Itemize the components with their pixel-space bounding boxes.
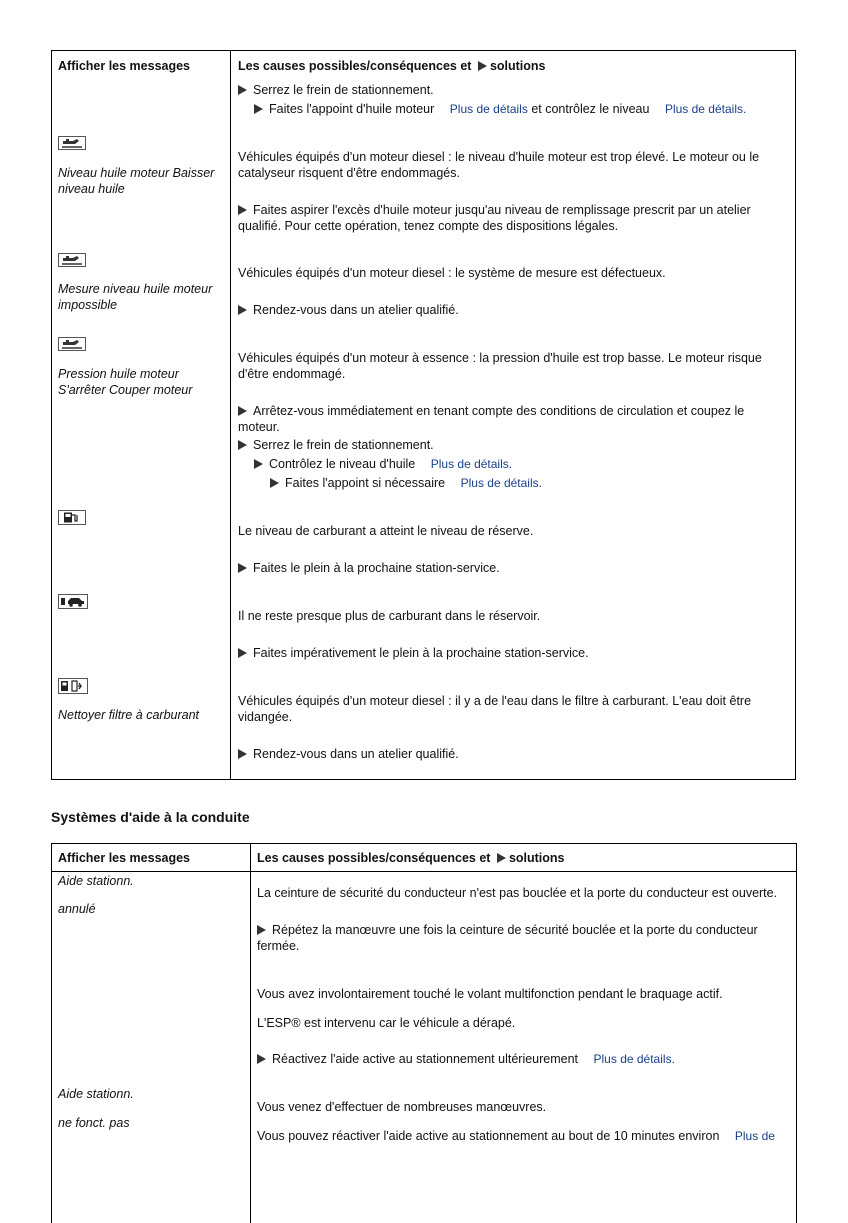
solution-item: Faites le plein à la prochaine station-service. xyxy=(238,560,500,576)
header-display-messages: Afficher les messages xyxy=(58,59,191,73)
table-driving-assistance xyxy=(51,843,797,1223)
message-label: annulé xyxy=(58,902,96,916)
oil-can-icon xyxy=(58,253,86,267)
arrow-icon xyxy=(238,749,247,759)
header-causes-solutions: Les causes possibles/conséquences et solutions xyxy=(257,851,565,865)
arrow-icon xyxy=(254,104,263,114)
cause-text: Véhicules équipés d'un moteur diesel : le système de mesure est défectueux. xyxy=(238,266,666,280)
message-label: Nettoyer filtre à carburant xyxy=(58,708,200,722)
solution-item: Contrôlez le niveau d'huile Plus de détails. xyxy=(254,456,512,472)
solution-item: Rendez-vous dans un atelier qualifié. xyxy=(238,746,459,762)
message-label: Niveau huile moteur Baisser niveau huile xyxy=(58,166,215,196)
table-engine-messages xyxy=(51,50,796,780)
fuel-car-icon xyxy=(58,594,88,609)
message-label: ne fonct. pas xyxy=(58,1116,130,1130)
solution-item: Réactivez l'aide active au stationnement ultérieurement Plus de détails. xyxy=(257,1051,675,1067)
header-display-messages: Afficher les messages xyxy=(58,851,191,865)
fuel-pump-icon xyxy=(58,510,86,525)
details-link[interactable]: Plus de détails xyxy=(460,476,539,490)
arrow-icon xyxy=(497,853,506,863)
solution-item: Faites impérativement le plein à la prochaine station-service. xyxy=(238,645,589,661)
details-link[interactable]: Plus de détails xyxy=(430,457,509,471)
arrow-icon xyxy=(238,406,247,416)
oil-can-icon xyxy=(58,337,86,351)
arrow-icon xyxy=(238,85,247,95)
arrow-icon xyxy=(238,205,247,215)
arrow-icon xyxy=(238,648,247,658)
message-label: Pression huile moteur S'arrêter Couper moteur xyxy=(58,367,193,397)
cause-text: Il ne reste presque plus de carburant dans le réservoir. xyxy=(238,609,541,623)
cause-text: La ceinture de sécurité du conducteur n'est pas bouclée et la porte du conducteur est ouverte. xyxy=(257,886,778,900)
solution-item: Répétez la manœuvre une fois la ceinture de sécurité bouclée et la porte du conducteur fermée. xyxy=(257,923,758,953)
solution-item: Arrêtez-vous immédiatement en tenant compte des conditions de circulation et coupez le moteur. xyxy=(238,404,745,434)
column-divider xyxy=(250,844,251,1223)
oil-can-icon xyxy=(58,136,86,150)
arrow-icon xyxy=(238,563,247,573)
cause-text: Véhicules équipés d'un moteur diesel : il y a de l'eau dans le filtre à carburant. L'eau doit être vidangée. xyxy=(238,694,752,724)
solution-item: Rendez-vous dans un atelier qualifié. xyxy=(238,302,459,318)
cause-text: Véhicules équipés d'un moteur à essence : la pression d'huile est trop basse. Le moteur risque d'être endommagé. xyxy=(238,351,762,381)
message-label: Aide stationn. xyxy=(58,874,134,888)
details-link[interactable]: Plus de détails xyxy=(593,1052,672,1066)
cause-text: Véhicules équipés d'un moteur diesel : le niveau d'huile moteur est trop élevé. Le moteur ou le catalyseur risquent d'être endommagés. xyxy=(238,150,760,180)
list-item: Faites l'appoint d'huile moteur Plus de détails et contrôlez le niveau Plus de détails. xyxy=(254,101,746,117)
details-link[interactable]: Plus de xyxy=(734,1129,775,1143)
message-label: Aide stationn. xyxy=(58,1087,134,1101)
arrow-icon xyxy=(257,1054,266,1064)
list-item: Serrez le frein de stationnement. xyxy=(238,82,434,98)
arrow-icon xyxy=(270,478,279,488)
arrow-icon xyxy=(238,305,247,315)
solution-item: Faites l'appoint si nécessaire Plus de détails. xyxy=(270,475,542,491)
arrow-icon xyxy=(238,440,247,450)
cause-text: Vous pouvez réactiver l'aide active au stationnement au bout de 10 minutes environ Plus de xyxy=(257,1129,775,1143)
message-label: Mesure niveau huile moteur impossible xyxy=(58,282,213,312)
cause-text: Vous avez involontairement touché le volant multifonction pendant le braquage actif. xyxy=(257,987,723,1001)
details-link[interactable]: Plus de détails xyxy=(449,102,528,116)
cause-text: Vous venez d'effectuer de nombreuses manœuvres. xyxy=(257,1100,547,1114)
arrow-icon xyxy=(257,925,266,935)
arrow-icon xyxy=(478,61,487,71)
header-causes-solutions: Les causes possibles/conséquences et solutions xyxy=(238,59,546,73)
arrow-icon xyxy=(254,459,263,469)
cause-text: L'ESP® est intervenu car le véhicule a dérapé. xyxy=(257,1016,516,1030)
fuel-filter-icon xyxy=(58,678,88,694)
cause-text: Le niveau de carburant a atteint le niveau de réserve. xyxy=(238,524,534,538)
solution-item: Serrez le frein de stationnement. xyxy=(238,437,434,453)
header-divider xyxy=(52,871,796,872)
section-title: Systèmes d'aide à la conduite xyxy=(51,809,250,825)
column-divider xyxy=(230,51,231,779)
details-link[interactable]: Plus de détails xyxy=(664,102,743,116)
solution-item: Faites aspirer l'excès d'huile moteur jusqu'au niveau de remplissage prescrit par un atelier qualifié. Pour cette opération, tenez compte des dispositions légales. xyxy=(238,203,751,233)
